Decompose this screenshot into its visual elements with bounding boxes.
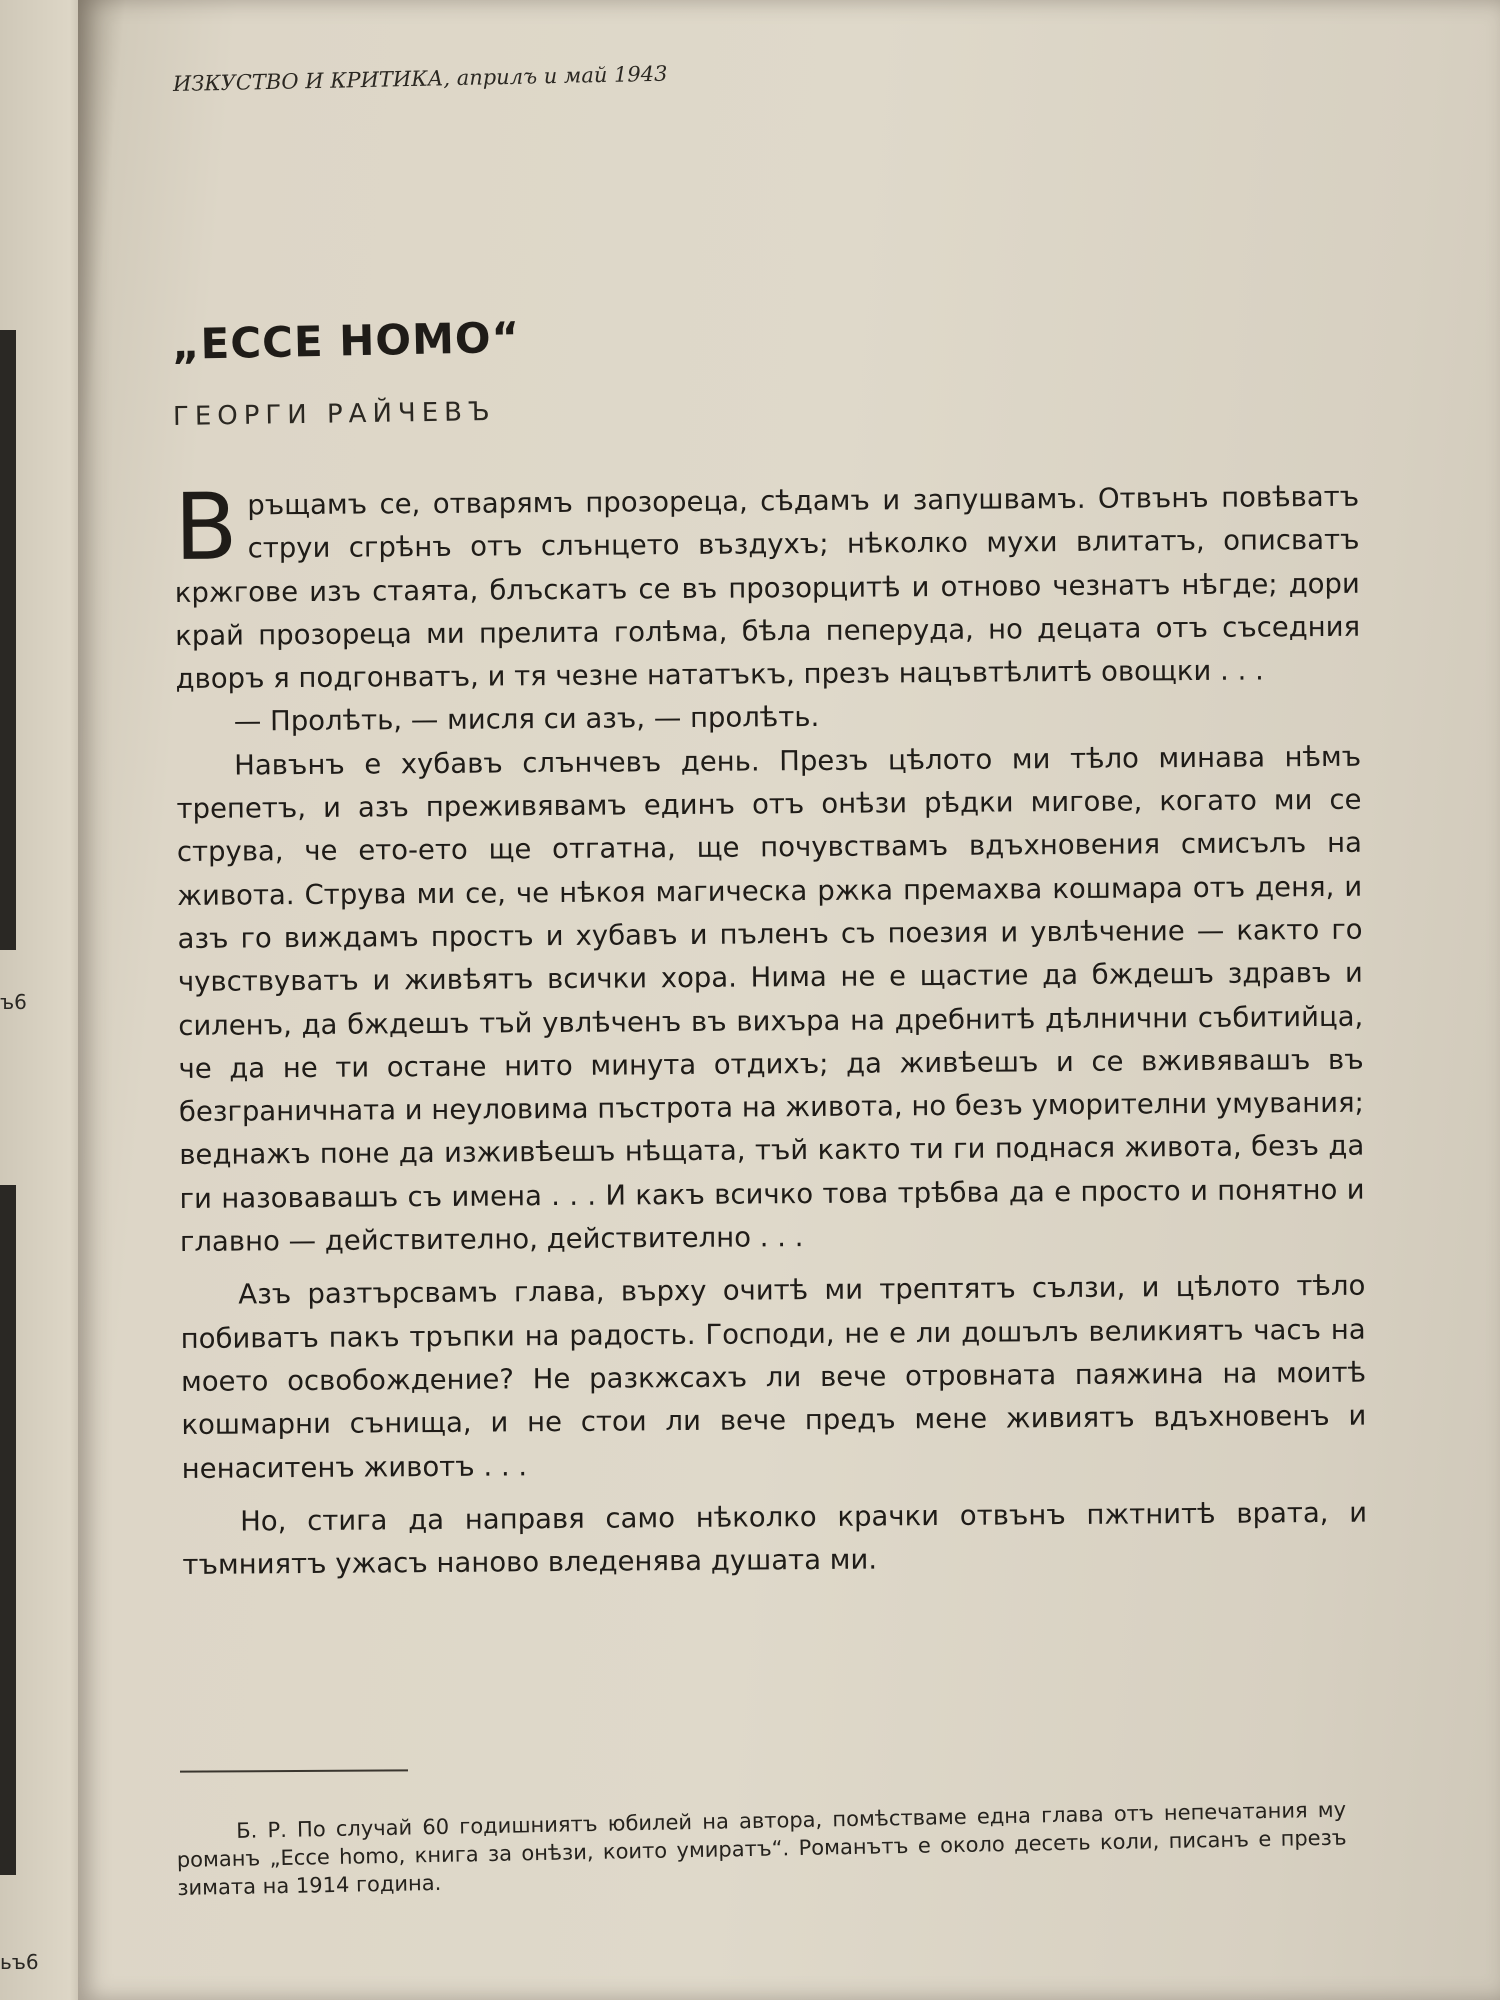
paragraph-2: — Пролѣть, — мисля си азъ, — пролѣть.	[233, 701, 820, 739]
paragraph-5: Но, стига да направя само нѣколко крачки отвънъ пжтнитѣ врата, и тъмниятъ ужасъ наново вледенява душата ми.	[182, 1496, 1368, 1582]
facing-page-mark: ьъ6	[0, 1950, 39, 1974]
paragraph-1-text: ръщамъ се, отварямъ прозореца, сѣдамъ и запушвамъ. Отвънъ повѣватъ струи сгрѣнъ отъ слънцето въздухъ; нѣколко мухи влитатъ, описватъ кржгове изъ стаята, блъскатъ се въ прозорцитѣ и отново чезнатъ нѣгде; дори край прозореца ми прелита голѣма, бѣла пеперуда, но децата отъ съседния дворъ я подгонватъ, и тя чезне нататъкъ, презъ нацъвтѣлитѣ овощки . . .	[174, 480, 1361, 696]
paragraph-3: Навънъ е хубавъ слънчевъ день. Презъ цѣлото ми тѣло минава нѣмъ трепетъ, и азъ преживявамъ единъ отъ онѣзи рѣдки мигове, когато ми се струва, че ето-ето ще отгатна, ще почувствамъ вдъхновения смисълъ на живота. Струва ми се, че нѣкоя магическа ржка премахва кошмара отъ деня, и азъ го виждамъ простъ и хубавъ и пъленъ съ поезия и увлѣчение — както го чувствуватъ и живѣятъ всички хора. Нима не е щастие да бждешъ здравъ и силенъ, да бждешъ тъй увлѣченъ въ вихъра на дребнитѣ дѣлнични събитийца, че да не ти остане нито минута отдихъ; да живѣешъ и се вживявашъ въ безграничната и неуловима пъстрота на живота, но безъ уморителни умувания; веднажъ поне да изживѣешъ нѣщата, тъй както ти ги поднася живота, безъ да ги назовавашъ съ имена . . . И какъ всичко това трѣбва да е просто и понятно и главно — действително, действително . . .	[176, 740, 1365, 1259]
footnote-divider	[180, 1769, 408, 1772]
footnote-text: Б. Р. По случай 60 годишниятъ юбилей на автора, помѣстваме една глава отъ непечатания му романъ „Ecce homo, книга за онѣзи, които умиратъ“. Романътъ е около десеть коли, писанъ е презъ зимата на 1914 година.	[176, 1797, 1347, 1900]
book-page	[78, 0, 1500, 2000]
paragraph-1	[173, 473, 1361, 702]
facing-page-photo	[0, 330, 16, 950]
article-title: „ECCE HOMO“	[171, 312, 521, 369]
article-body	[173, 473, 1368, 1588]
footnote	[176, 1796, 1347, 1902]
paragraph-4: Азъ разтърсвамъ глава, върху очитѣ ми трептятъ сълзи, и цѣлото тѣло побиватъ пакъ тръпки на радость. Господи, не е ли дошълъ великиятъ часъ на моето освобождение? Не разкжсахъ ли вече отровната паяжина на моитѣ кошмарни сънища, и не стои ли вече предъ мене живиятъ вдъхновенъ и ненаситенъ животъ . . .	[180, 1270, 1367, 1485]
running-header: ИЗКУСТВО И КРИТИКА, априлъ и май 1943	[172, 61, 668, 96]
facing-page-mark: ъ6	[0, 990, 27, 1014]
facing-page-photo	[0, 1185, 16, 1875]
drop-cap: В	[173, 473, 238, 581]
article-author: ГЕОРГИ РАЙЧЕВЪ	[172, 396, 496, 432]
